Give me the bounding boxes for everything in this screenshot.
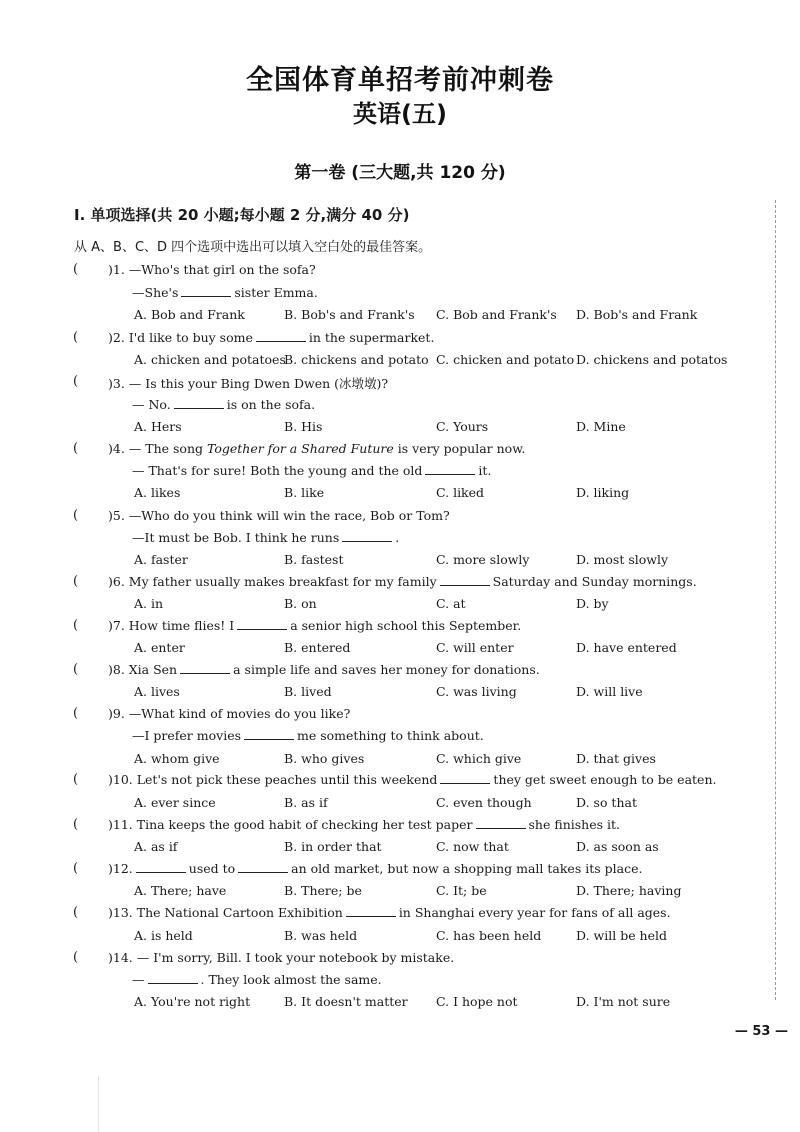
option-a[interactable]: A. in bbox=[134, 596, 164, 611]
response-line bbox=[132, 972, 382, 987]
answer-blank bbox=[174, 398, 224, 409]
option-b[interactable]: B. like bbox=[284, 485, 325, 500]
option-d[interactable]: D. Bob's and Frank bbox=[576, 307, 698, 322]
question-text-post: she finishes it. bbox=[528, 817, 620, 832]
question-text-post: Saturday and Sunday mornings. bbox=[492, 574, 697, 589]
option-b[interactable]: B. was held bbox=[284, 928, 358, 943]
section-heading: Ⅰ. 单项选择(共 20 小题;每小题 2 分,满分 40 分) bbox=[74, 206, 410, 224]
option-d[interactable]: D. will be held bbox=[576, 928, 668, 943]
song-title: Together for a Shared Future bbox=[206, 441, 394, 456]
option-a[interactable]: A. likes bbox=[134, 485, 181, 500]
question-stem bbox=[108, 618, 521, 633]
question-text: )13. The National Cartoon Exhibition bbox=[108, 905, 343, 920]
option-d[interactable]: D. most slowly bbox=[576, 552, 669, 567]
answer-paren: ( bbox=[73, 772, 79, 787]
response-text: —I prefer movies bbox=[132, 728, 242, 743]
option-a[interactable]: A. You're not right bbox=[134, 994, 251, 1009]
question-text-post: an old market, but now a shopping mall takes its place. bbox=[291, 861, 643, 876]
option-d[interactable]: D. There; having bbox=[576, 883, 682, 898]
answer-blank bbox=[476, 818, 526, 829]
question-text: )12. bbox=[108, 861, 133, 876]
option-a[interactable]: A. Bob and Frank bbox=[134, 307, 245, 322]
answer-paren: ( bbox=[73, 330, 79, 345]
option-c[interactable]: C. chicken and potato bbox=[436, 352, 575, 367]
answer-paren: ( bbox=[73, 618, 79, 633]
answer-blank bbox=[425, 464, 475, 475]
option-a[interactable]: A. lives bbox=[134, 684, 180, 699]
response-line bbox=[132, 530, 399, 545]
option-a[interactable]: A. chicken and potatoes bbox=[134, 352, 286, 367]
question-text-mid: used to bbox=[188, 861, 236, 876]
response-line bbox=[132, 285, 318, 300]
part-heading: 第一卷 (三大题,共 120 分) bbox=[294, 163, 506, 183]
cut-line bbox=[775, 200, 776, 1000]
question-stem bbox=[108, 905, 671, 920]
option-d[interactable]: D. I'm not sure bbox=[576, 994, 671, 1009]
question-stem bbox=[108, 574, 697, 589]
answer-blank bbox=[244, 729, 294, 740]
question-text: )3. — Is this your Bing Dwen Dwen (冰墩墩)? bbox=[108, 376, 389, 391]
page-number: — 53 — bbox=[734, 1024, 788, 1039]
option-a[interactable]: A. There; have bbox=[134, 883, 227, 898]
option-c[interactable]: C. will enter bbox=[436, 640, 514, 655]
option-c[interactable]: C. now that bbox=[436, 839, 509, 854]
option-a[interactable]: A. faster bbox=[134, 552, 188, 567]
option-d[interactable]: D. so that bbox=[576, 795, 637, 810]
question-text: )5. —Who do you think will win the race, Bob or Tom? bbox=[108, 508, 450, 523]
exam-title: 全国体育单招考前冲刺卷 bbox=[246, 65, 554, 96]
option-b[interactable]: B. His bbox=[284, 419, 323, 434]
answer-paren: ( bbox=[73, 817, 79, 832]
answer-paren: ( bbox=[73, 441, 79, 456]
option-d[interactable]: D. that gives bbox=[576, 751, 656, 766]
option-c[interactable]: C. It; be bbox=[436, 883, 487, 898]
answer-blank bbox=[136, 862, 186, 873]
option-c[interactable]: C. at bbox=[436, 596, 466, 611]
option-b[interactable]: B. entered bbox=[284, 640, 351, 655]
answer-paren: ( bbox=[73, 861, 79, 876]
option-c[interactable]: C. which give bbox=[436, 751, 522, 766]
option-b[interactable]: B. It doesn't matter bbox=[284, 994, 408, 1009]
answer-blank bbox=[181, 286, 231, 297]
response-text-2: . bbox=[395, 530, 400, 545]
question-stem bbox=[108, 950, 454, 965]
answer-paren: ( bbox=[73, 262, 79, 277]
option-d[interactable]: D. chickens and potatos bbox=[576, 352, 728, 367]
question-text-post: a simple life and saves her money for donations. bbox=[233, 662, 540, 677]
answer-blank bbox=[237, 619, 287, 630]
response-text: — No. bbox=[132, 397, 171, 412]
question-text: )1. —Who's that girl on the sofa? bbox=[108, 262, 316, 277]
question-text-2: is very popular now. bbox=[393, 441, 526, 456]
response-line bbox=[132, 728, 484, 743]
response-line bbox=[132, 463, 491, 478]
response-text: — bbox=[132, 972, 145, 987]
question-text: )10. Let's not pick these peaches until this weekend bbox=[108, 772, 438, 787]
question-text: )4. — The song bbox=[108, 441, 207, 456]
answer-paren: ( bbox=[73, 905, 79, 920]
question-stem bbox=[108, 772, 716, 787]
answer-blank bbox=[148, 973, 198, 984]
question-text: )14. — I'm sorry, Bill. I took your notebook by mistake. bbox=[108, 950, 455, 965]
question-stem bbox=[108, 330, 434, 345]
option-b[interactable]: B. There; be bbox=[284, 883, 362, 898]
question-text: )9. —What kind of movies do you like? bbox=[108, 706, 351, 721]
section-instruction: 从 A、B、C、D 四个选项中选出可以填入空白处的最佳答案。 bbox=[74, 240, 432, 255]
option-a[interactable]: A. is held bbox=[134, 928, 193, 943]
answer-paren: ( bbox=[73, 706, 79, 721]
answer-paren: ( bbox=[73, 508, 79, 523]
answer-paren: ( bbox=[73, 950, 79, 965]
option-b[interactable]: B. fastest bbox=[284, 552, 344, 567]
option-c[interactable]: C. even though bbox=[436, 795, 532, 810]
question-text: )6. My father usually makes breakfast for my family bbox=[108, 574, 437, 589]
question-text-post: in Shanghai every year for fans of all ages. bbox=[398, 905, 671, 920]
option-a[interactable]: A. enter bbox=[134, 640, 185, 655]
option-b[interactable]: B. chickens and potato bbox=[284, 352, 429, 367]
option-d[interactable]: D. liking bbox=[576, 485, 630, 500]
option-c[interactable]: C. more slowly bbox=[436, 552, 530, 567]
option-c[interactable]: C. Bob and Frank's bbox=[436, 307, 557, 322]
response-text-2: . They look almost the same. bbox=[200, 972, 382, 987]
question-text-post: a senior high school this September. bbox=[290, 618, 522, 633]
option-d[interactable]: D. by bbox=[576, 596, 609, 611]
answer-blank bbox=[440, 575, 490, 586]
question-stem bbox=[108, 817, 620, 832]
response-line bbox=[132, 397, 315, 412]
answer-blank bbox=[180, 663, 230, 674]
margin-line bbox=[98, 1076, 99, 1132]
question-text: )8. Xia Sen bbox=[108, 662, 178, 677]
option-c[interactable]: C. was living bbox=[436, 684, 517, 699]
option-b[interactable]: B. as if bbox=[284, 795, 328, 810]
question-stem bbox=[108, 441, 525, 456]
response-text: —It must be Bob. I think he runs bbox=[132, 530, 340, 545]
answer-blank bbox=[342, 531, 392, 542]
response-text-2: me something to think about. bbox=[297, 728, 484, 743]
answer-paren: ( bbox=[73, 662, 79, 677]
option-c[interactable]: C. Yours bbox=[436, 419, 489, 434]
question-text-post: in the supermarket. bbox=[308, 330, 435, 345]
response-text-2: it. bbox=[478, 463, 492, 478]
option-d[interactable]: D. will live bbox=[576, 684, 643, 699]
option-b[interactable]: B. on bbox=[284, 596, 317, 611]
option-a[interactable]: A. whom give bbox=[134, 751, 220, 766]
option-a[interactable]: A. as if bbox=[134, 839, 178, 854]
question-stem bbox=[108, 262, 316, 277]
option-c[interactable]: C. I hope not bbox=[436, 994, 518, 1009]
option-b[interactable]: B. lived bbox=[284, 684, 332, 699]
option-b[interactable]: B. in order that bbox=[284, 839, 382, 854]
question-stem bbox=[108, 861, 642, 876]
answer-paren: ( bbox=[73, 574, 79, 589]
option-b[interactable]: B. Bob's and Frank's bbox=[284, 307, 415, 322]
answer-paren: ( bbox=[73, 374, 79, 389]
question-text-post: they get sweet enough to be eaten. bbox=[493, 772, 717, 787]
option-a[interactable]: A. ever since bbox=[134, 795, 216, 810]
answer-blank bbox=[346, 906, 396, 917]
option-b[interactable]: B. who gives bbox=[284, 751, 365, 766]
answer-blank bbox=[256, 331, 306, 342]
response-text: —She's bbox=[132, 285, 179, 300]
question-stem bbox=[108, 374, 388, 392]
answer-blank bbox=[440, 773, 490, 784]
exam-subtitle: 英语(五) bbox=[353, 100, 447, 128]
question-stem bbox=[108, 508, 450, 523]
option-d[interactable]: D. Mine bbox=[576, 419, 626, 434]
response-text-2: is on the sofa. bbox=[226, 397, 316, 412]
question-text: )2. I'd like to buy some bbox=[108, 330, 253, 345]
question-text: )7. How time flies! I bbox=[108, 618, 235, 633]
question-text: )11. Tina keeps the good habit of checking her test paper bbox=[108, 817, 473, 832]
question-stem bbox=[108, 662, 540, 677]
question-stem bbox=[108, 706, 350, 721]
option-a[interactable]: A. Hers bbox=[134, 419, 182, 434]
option-c[interactable]: C. liked bbox=[436, 485, 485, 500]
option-d[interactable]: D. have entered bbox=[576, 640, 677, 655]
option-d[interactable]: D. as soon as bbox=[576, 839, 659, 854]
response-text: — That's for sure! Both the young and the old bbox=[132, 463, 423, 478]
response-text-2: sister Emma. bbox=[234, 285, 318, 300]
option-c[interactable]: C. has been held bbox=[436, 928, 542, 943]
answer-blank bbox=[238, 862, 288, 873]
